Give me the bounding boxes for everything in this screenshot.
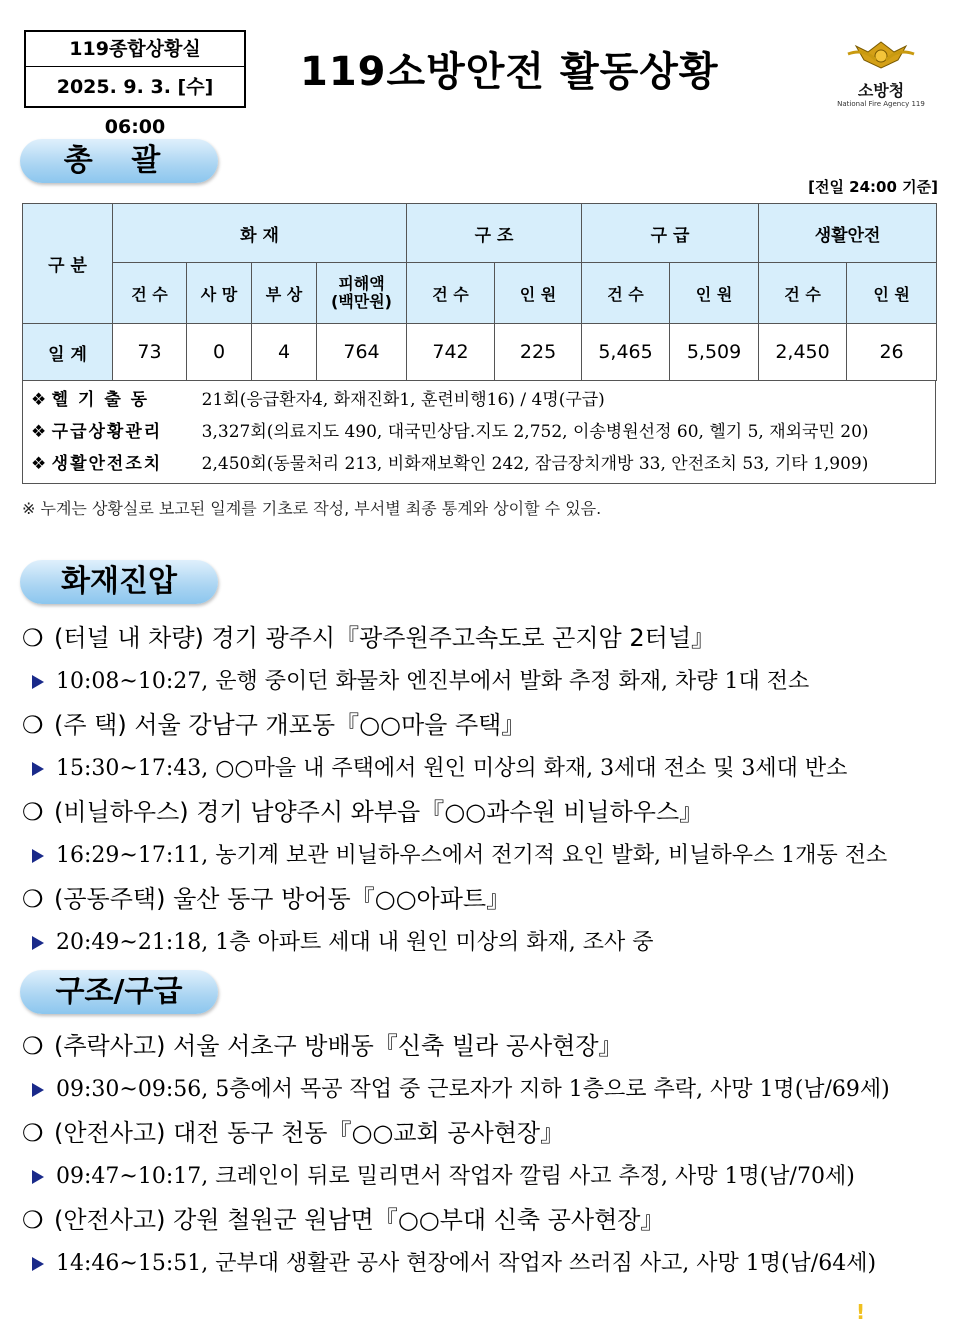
diamond-bullet-icon: ❖ — [31, 454, 47, 474]
note-text: 21회(응급환자4, 화재진화1, 훈련비행16) / 4명(구급) — [201, 390, 605, 410]
note-text: 3,327회(의료지도 490, 대국민상담.지도 2,752, 이송병원선정 60, 헬기 5, 재외국민 20) — [201, 422, 869, 442]
value-cell: 4 — [252, 324, 317, 381]
section-rescue: 구조/구급 — [20, 970, 218, 1014]
report-datetime: 2025. 9. 3. [수] 06:00 — [56, 76, 214, 138]
value-cell: 225 — [495, 324, 582, 381]
value-cell: 5,509 — [670, 324, 759, 381]
value-cell: 5,465 — [582, 324, 670, 381]
triangle-bullet-icon — [32, 675, 44, 689]
incident-title: ❍ (안전사고) 강원 철원군 원남면『○○부대 신축 공사현장』 — [22, 1206, 665, 1234]
sub-header: 건 수 — [113, 263, 187, 324]
section-fire: 화재진압 — [20, 560, 218, 604]
circle-bullet-icon: ❍ — [22, 798, 44, 826]
incident-detail: 20:49~21:18, 1층 아파트 세대 내 원인 미상의 화재, 조사 중 — [32, 925, 653, 956]
circle-bullet-icon: ❍ — [22, 624, 44, 652]
triangle-bullet-icon — [32, 1257, 44, 1271]
note-key: 생활안전조치 — [51, 454, 163, 474]
incident-title: ❍ (추락사고) 서울 서초구 방배동『신축 빌라 공사현장』 — [22, 1032, 623, 1060]
note-safety-actions — [23, 448, 935, 480]
sub-header: 피해액 (백만원) — [317, 263, 407, 324]
value-cell: 73 — [113, 324, 187, 381]
triangle-bullet-icon — [32, 1083, 44, 1097]
agency-logo — [826, 38, 936, 108]
incident-title: ❍ (비닐하우스) 경기 남양주시 와부읍『○○과수원 비닐하우스』 — [22, 798, 704, 826]
incident-detail: 14:46~15:51, 군부대 생활관 공사 현장에서 작업자 쓰러짐 사고, 사망 1명(남/64세) — [32, 1246, 876, 1277]
note-text: 2,450회(동물처리 213, 비화재보확인 242, 잠금장치개방 33, 안전조치 53, 기타 1,909) — [201, 454, 869, 474]
page-title: 119소방안전 활동상황 — [300, 49, 719, 95]
circle-bullet-icon: ❍ — [22, 885, 44, 913]
footnote: ※ 누계는 상황실로 보고된 일계를 기초로 작성, 부서별 최종 통계와 상이할 수 있음. — [22, 499, 602, 518]
triangle-bullet-icon — [32, 1170, 44, 1184]
note-key: 구급상황관리 — [51, 422, 163, 442]
note-ems-management — [23, 416, 935, 448]
circle-bullet-icon: ❍ — [22, 1032, 44, 1060]
triangle-bullet-icon — [32, 849, 44, 863]
group-ems: 구 급 — [582, 204, 759, 263]
row-label-header: 구 분 — [23, 204, 113, 324]
sub-header: 건 수 — [407, 263, 495, 324]
summary-table — [22, 203, 937, 381]
sub-header: 인 원 — [495, 263, 582, 324]
sub-header: 건 수 — [759, 263, 847, 324]
diamond-bullet-icon: ❖ — [31, 390, 47, 410]
incident-detail: 10:08~10:27, 운행 중이던 화물차 엔진부에서 발화 추정 화재, 차량 1대 전소 — [32, 664, 809, 695]
incident-detail: 09:47~10:17, 크레인이 뒤로 밀리면서 작업자 깔림 사고 추정, 사망 1명(남/70세) — [32, 1159, 855, 1190]
sub-header: 건 수 — [582, 263, 670, 324]
sub-header: 사 망 — [187, 263, 252, 324]
note-key: 헬 기 출 동 — [51, 390, 150, 410]
section-summary: 총 괄 — [20, 139, 218, 183]
circle-bullet-icon: ❍ — [22, 711, 44, 739]
agency-name: 소방청 — [857, 81, 905, 100]
incident-detail: 15:30~17:43, ○○마을 내 주택에서 원인 미상의 화재, 3세대 전소 및 3세대 반소 — [32, 751, 847, 782]
agency-english-name: National Fire Agency 119 — [837, 100, 925, 108]
value-cell: 0 — [187, 324, 252, 381]
office-name: 119종합상황실 — [26, 32, 244, 67]
sub-header: 인 원 — [670, 263, 759, 324]
value-cell: 26 — [847, 324, 937, 381]
note-helicopter — [23, 384, 935, 416]
diamond-bullet-icon: ❖ — [31, 422, 47, 442]
incident-title: ❍ (터널 내 차량) 경기 광주시『광주원주고속도로 곤지암 2터널』 — [22, 624, 715, 652]
group-rescue: 구 조 — [407, 204, 582, 263]
triangle-bullet-icon — [32, 762, 44, 776]
value-cell: 742 — [407, 324, 495, 381]
incident-detail: 16:29~17:11, 농기계 보관 비닐하우스에서 전기적 요인 발화, 비닐하우스 1개동 전소 — [32, 838, 887, 869]
incident-title: ❍ (주 택) 서울 강남구 개포동『○○마을 주택』 — [22, 711, 526, 739]
incident-detail: 09:30~09:56, 5층에서 목공 작업 중 근로자가 지하 1층으로 추락, 사망 1명(남/69세) — [32, 1072, 890, 1103]
value-cell: 764 — [317, 324, 407, 381]
group-safety: 생활안전 — [759, 204, 937, 263]
total-label: 일 계 — [23, 324, 113, 381]
value-cell: 2,450 — [759, 324, 847, 381]
group-fire: 화 재 — [113, 204, 407, 263]
sub-header: 인 원 — [847, 263, 937, 324]
circle-bullet-icon: ❍ — [22, 1206, 44, 1234]
sub-header: 부 상 — [252, 263, 317, 324]
summary-notes — [22, 380, 936, 484]
side-mark: ! — [856, 1300, 866, 1324]
incident-title: ❍ (안전사고) 대전 동구 천동『○○교회 공사현장』 — [22, 1119, 565, 1147]
basis-time: [전일 24:00 기준] — [808, 178, 938, 196]
incident-title: ❍ (공동주택) 울산 동구 방어동『○○아파트』 — [22, 885, 511, 913]
circle-bullet-icon: ❍ — [22, 1119, 44, 1147]
triangle-bullet-icon — [32, 936, 44, 950]
emblem-icon — [846, 38, 916, 78]
report-info-box — [24, 30, 246, 138]
